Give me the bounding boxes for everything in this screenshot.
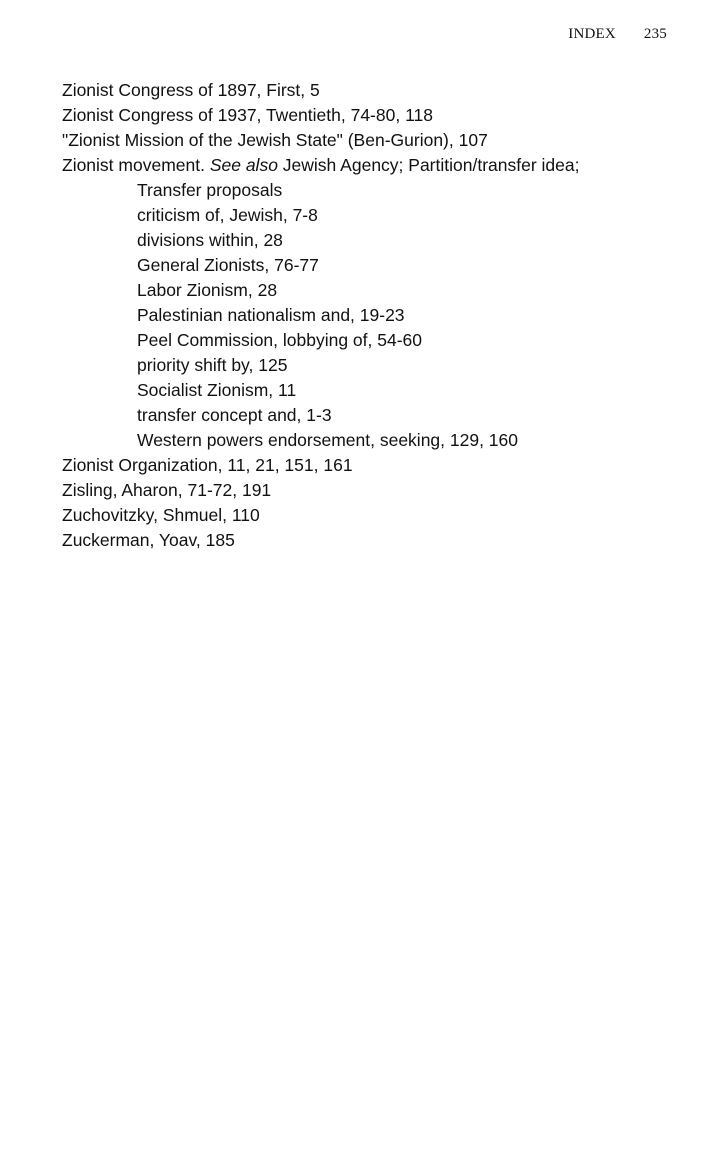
see-also-label: See also: [209, 155, 278, 175]
index-subentry: Palestinian nationalism and, 19-23: [137, 305, 405, 325]
index-subentry: Socialist Zionism, 11: [137, 380, 297, 400]
index-entry: Zuckerman, Yoav, 185: [62, 530, 235, 550]
index-entry: Zisling, Aharon, 71-72, 191: [62, 480, 272, 500]
running-header: [568, 26, 667, 43]
index-subentry: General Zionists, 76-77: [137, 255, 319, 275]
section-title: INDEX: [568, 26, 616, 42]
index-subentry: Western powers endorsement, seeking, 129, 160: [137, 430, 519, 450]
index-subentry: criticism of, Jewish, 7-8: [137, 205, 318, 225]
index-entry: Zionist Congress of 1897, First, 5: [62, 80, 320, 100]
index-entry: Zionist Congress of 1937, Twentieth, 74-80, 118: [62, 105, 433, 125]
entry-heading: Zionist movement.: [62, 155, 210, 175]
cross-references: Jewish Agency; Partition/transfer idea;: [277, 155, 580, 175]
index-entry: "Zionist Mission of the Jewish State" (Ben-Gurion), 107: [62, 130, 488, 150]
index-subentry: priority shift by, 125: [137, 355, 288, 375]
index-entry-continuation: Transfer proposals: [137, 180, 283, 200]
index-subentry: Labor Zionism, 28: [137, 280, 278, 300]
index-subentry: divisions within, 28: [137, 230, 283, 250]
index-entries: [62, 78, 707, 553]
index-entry: Zionist Organization, 11, 21, 151, 161: [62, 455, 353, 475]
index-entry-zionist-movement: [62, 153, 707, 178]
index-subentry: transfer concept and, 1-3: [137, 405, 332, 425]
index-entry: Zuchovitzky, Shmuel, 110: [62, 505, 260, 525]
page-number: 235: [643, 26, 667, 42]
index-subentry: Peel Commission, lobbying of, 54-60: [137, 330, 423, 350]
